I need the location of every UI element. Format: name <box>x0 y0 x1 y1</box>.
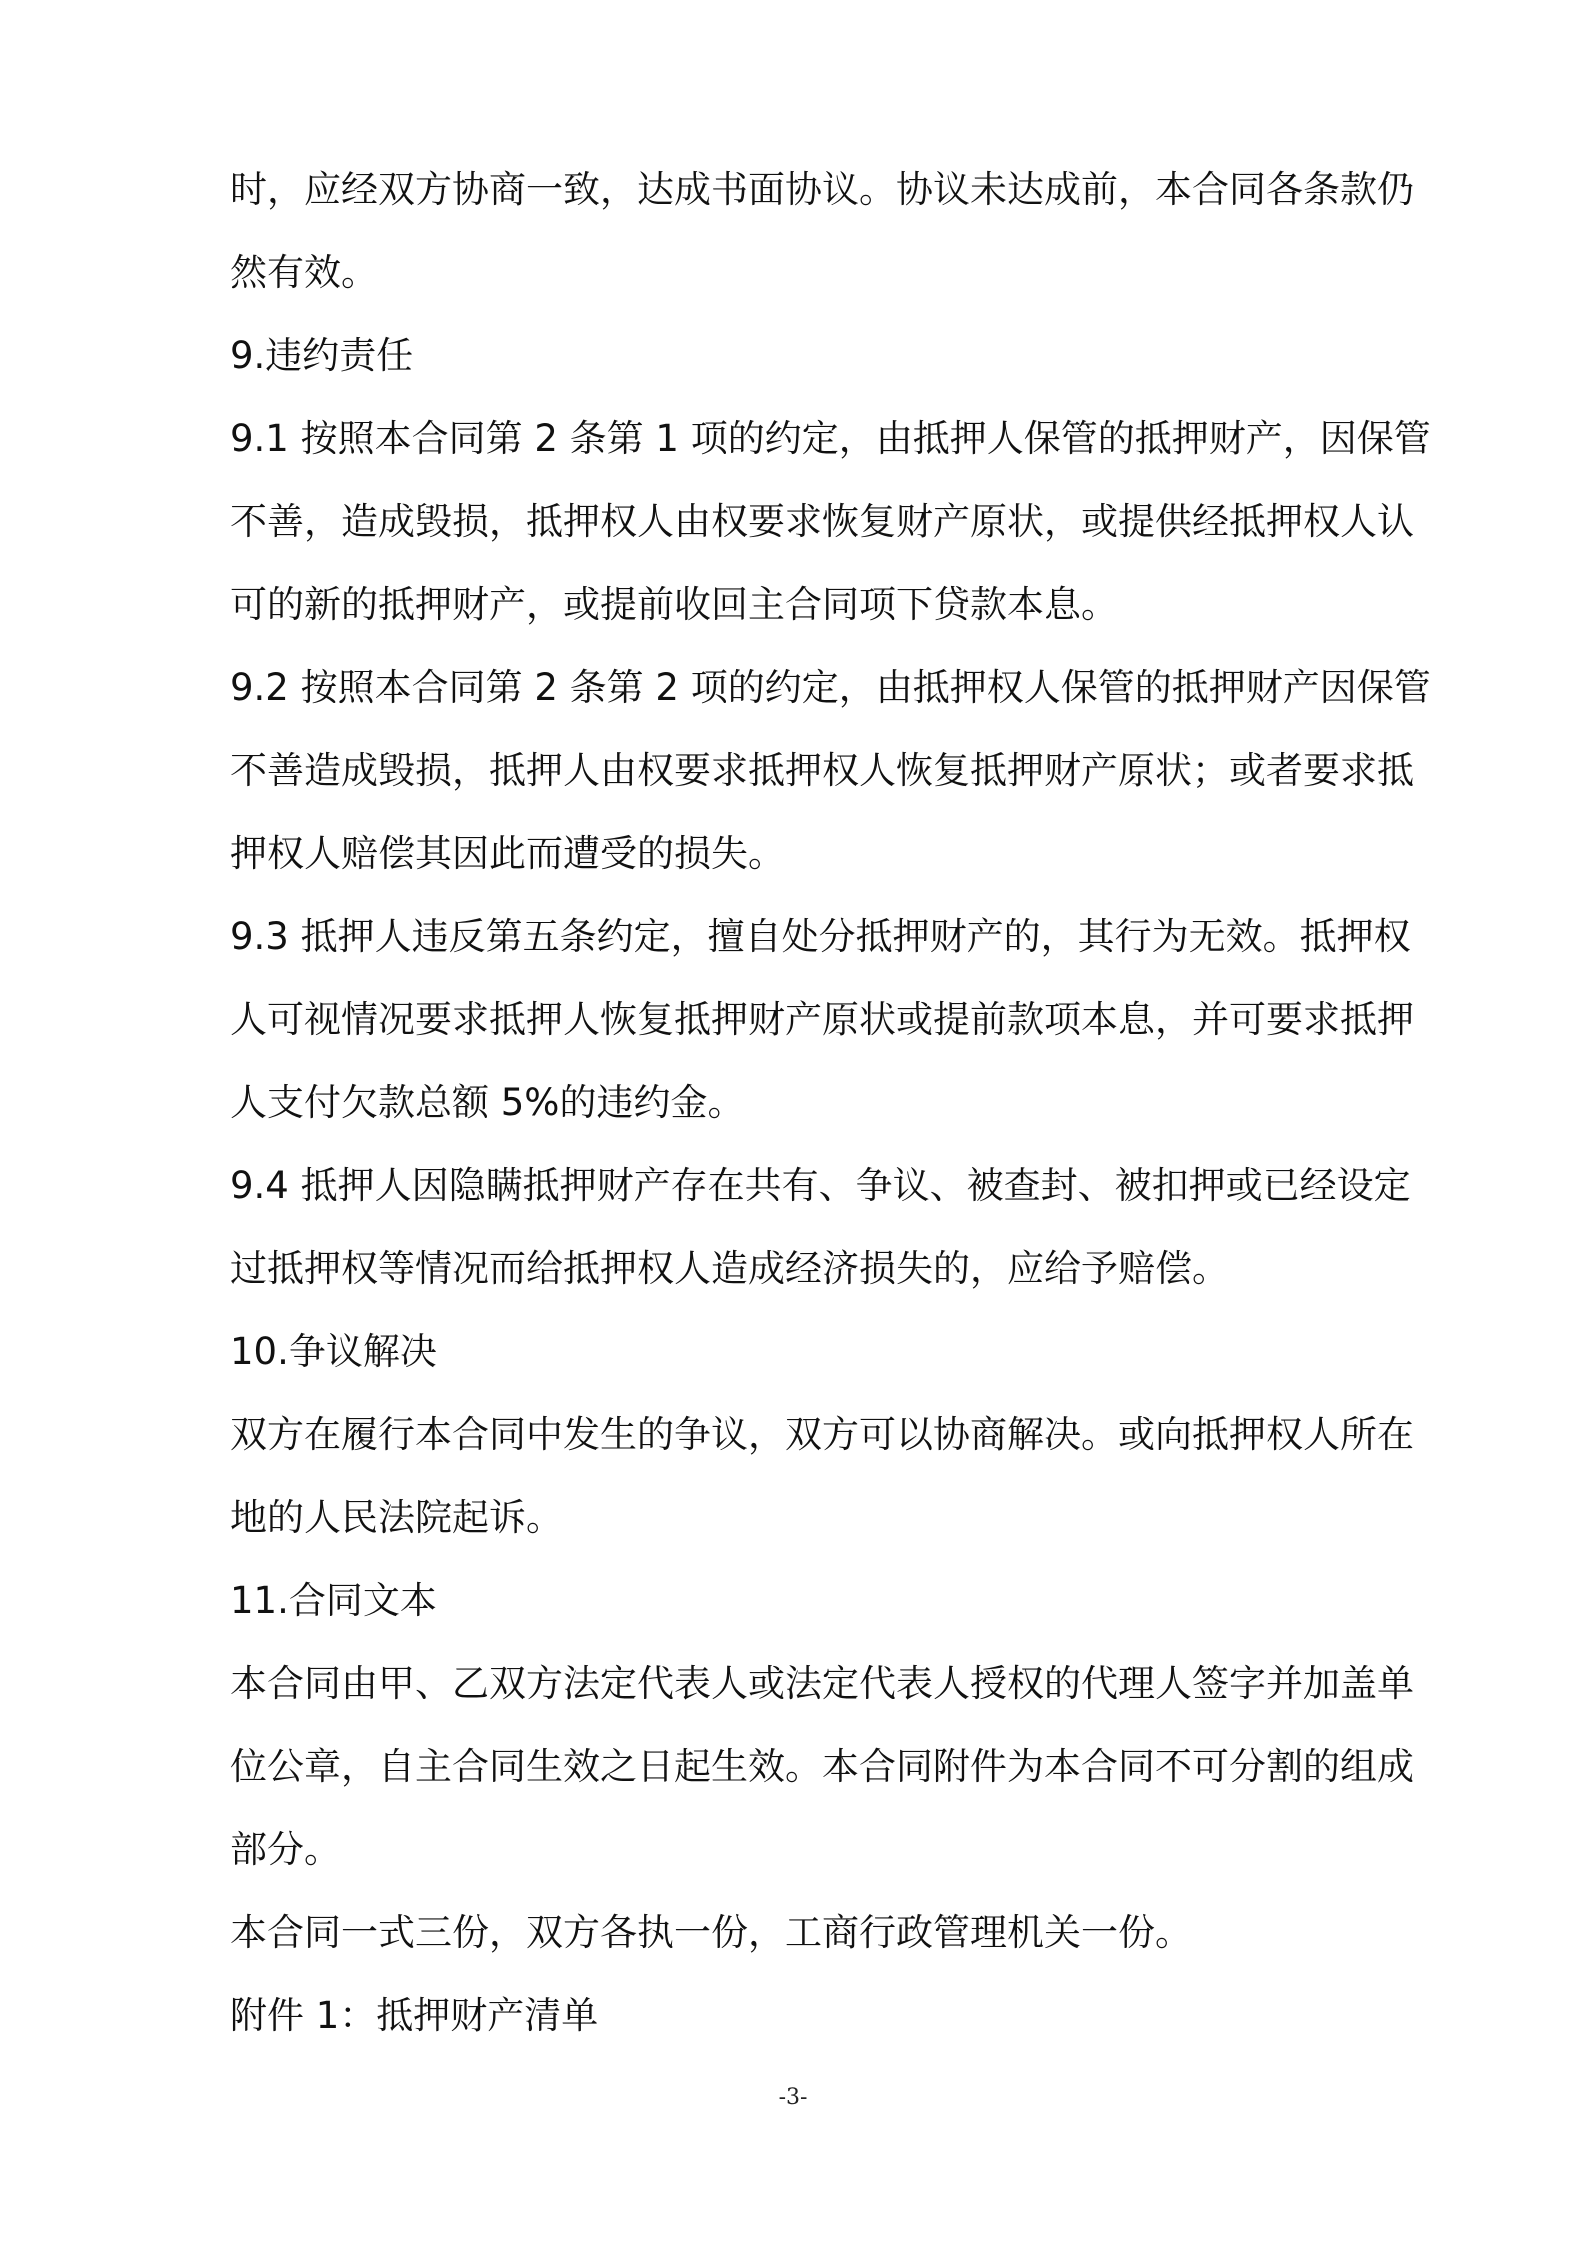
clause-10-line: 地的人民法院起诉。 <box>230 1496 563 1539</box>
clause-9-1-line: 9.1 按照本合同第 2 条第 1 项的约定，由抵押人保管的抵押财产，因保管 <box>230 417 1431 460</box>
page-number: -3- <box>778 2085 808 2110</box>
clause-9-2-line: 9.2 按照本合同第 2 条第 2 项的约定，由抵押权人保管的抵押财产因保管 <box>230 666 1431 709</box>
clause-9-3-line: 人可视情况要求抵押人恢复抵押财产原状或提前款项本息，并可要求抵押 <box>230 998 1414 1041</box>
section-heading-contract-text: 11.合同文本 <box>230 1579 437 1622</box>
clause-9-4-line: 过抵押权等情况而给抵押权人造成经济损失的，应给予赔偿。 <box>230 1247 1229 1290</box>
clause-11-line: 部分。 <box>230 1828 341 1871</box>
clause-9-3-line: 9.3 抵押人违反第五条约定，擅自处分抵押财产的，其行为无效。抵押权 <box>230 915 1411 958</box>
clause-9-1-line: 可的新的抵押财产，或提前收回主合同项下贷款本息。 <box>230 583 1118 626</box>
paragraph-line: 时，应经双方协商一致，达成书面协议。协议未达成前，本合同各条款仍 <box>230 168 1414 211</box>
attachment-reference: 附件 1：抵押财产清单 <box>230 1994 599 2037</box>
clause-9-2-line: 押权人赔偿其因此而遭受的损失。 <box>230 832 785 875</box>
clause-9-2-line: 不善造成毁损，抵押人由权要求抵押权人恢复抵押财产原状；或者要求抵 <box>230 749 1414 792</box>
clause-11-line: 本合同由甲、乙双方法定代表人或法定代表人授权的代理人签字并加盖单 <box>230 1662 1414 1705</box>
clause-10-line: 双方在履行本合同中发生的争议，双方可以协商解决。或向抵押权人所在 <box>230 1413 1414 1456</box>
copies-statement: 本合同一式三份，双方各执一份，工商行政管理机关一份。 <box>230 1911 1192 1954</box>
paragraph-line: 然有效。 <box>230 251 378 294</box>
section-heading-breach-liability: 9.违约责任 <box>230 334 414 377</box>
clause-9-4-line: 9.4 抵押人因隐瞒抵押财产存在共有、争议、被查封、被扣押或已经设定 <box>230 1164 1411 1207</box>
clause-9-3-line: 人支付欠款总额 5%的违约金。 <box>230 1081 745 1124</box>
clause-9-1-line: 不善，造成毁损，抵押权人由权要求恢复财产原状，或提供经抵押权人认 <box>230 500 1414 543</box>
section-heading-dispute-resolution: 10.争议解决 <box>230 1330 437 1373</box>
clause-11-line: 位公章，自主合同生效之日起生效。本合同附件为本合同不可分割的组成 <box>230 1745 1414 1788</box>
document-body <box>230 148 1430 2057</box>
